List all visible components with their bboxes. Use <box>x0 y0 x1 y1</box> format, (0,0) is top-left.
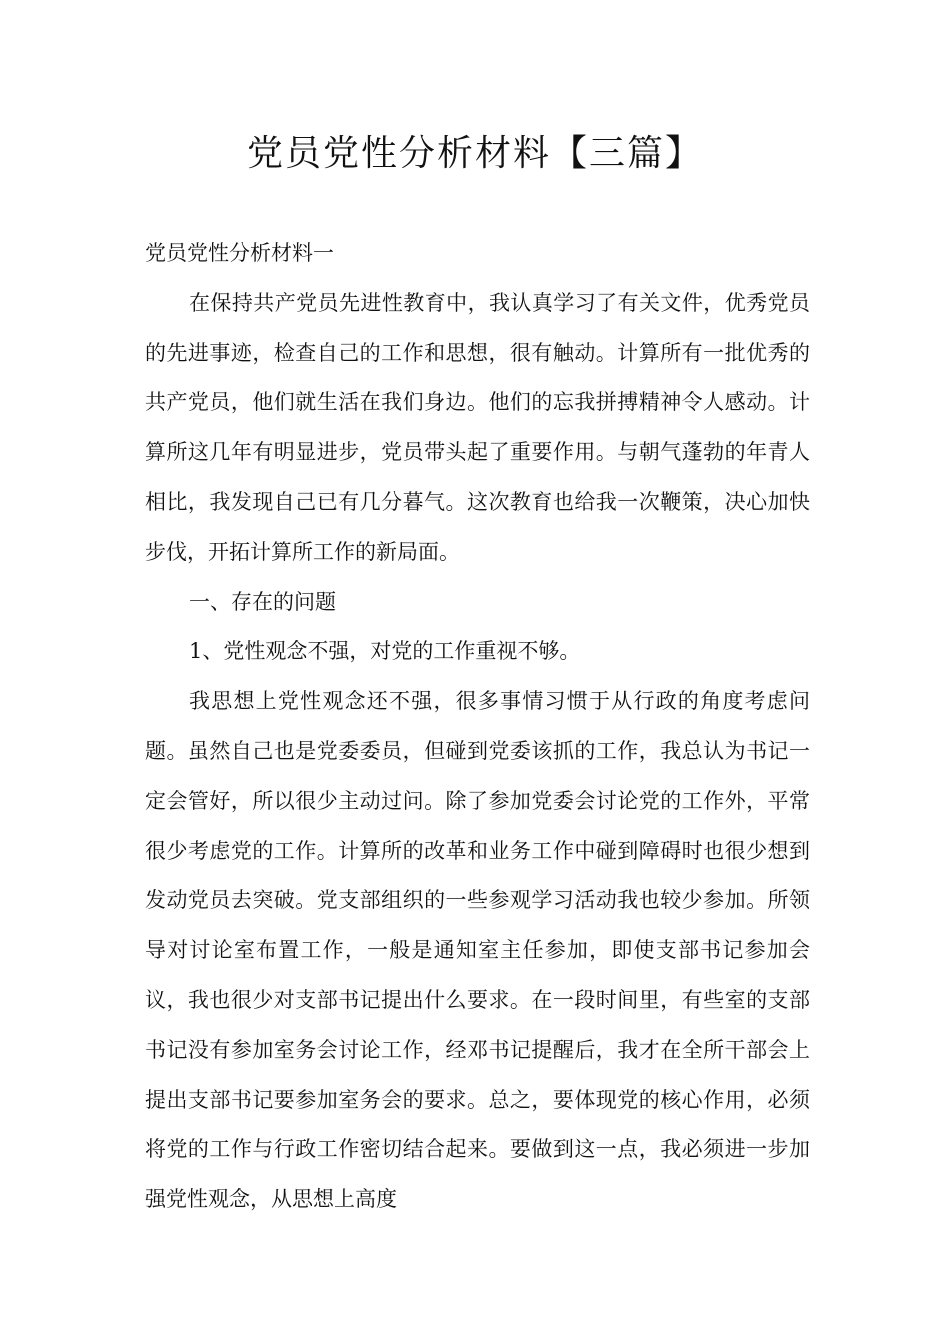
subsection-heading: 1、党性观念不强，对党的工作重视不够。 <box>189 639 581 664</box>
section-subtitle: 党员党性分析材料一 <box>145 241 334 265</box>
section-heading: 一、存在的问题 <box>189 589 336 614</box>
intro-paragraph: 在保持共产党员先进性教育中，我认真学习了有关文件，优秀党员的先进事迹，检查自己的工作和思想，很有触动。计算所有一批优秀的共产党员，他们就生活在我们身边。他们的忘我拼搏精神令人感动。计算所这几年有明显进步，党员带头起了重要作用。与朝气蓬勃的年青人相比，我发现自己已有几分暮气。这次教育也给我一次鞭策，决心加快步伐，开拓计算所工作的新局面。 <box>145 290 810 564</box>
document-title: 党员党性分析材料【三篇】 <box>246 133 703 174</box>
body-paragraph: 我思想上党性观念还不强，很多事情习惯于从行政的角度考虑问题。虽然自己也是党委委员，但碰到党委该抓的工作，我总认为书记一定会管好，所以很少主动过问。除了参加党委会讨论党的工作外，平常很少考虑党的工作。计算所的改革和业务工作中碰到障碍时也很少想到发动党员去突破。党支部组织的一些参观学习活动我也较少参加。所领导对讨论室布置工作，一般是通知室主任参加，即使支部书记参加会议，我也很少对支部书记提出什么要求。在一段时间里，有些室的支部书记没有参加室务会讨论工作，经邓书记提醒后，我才在全所干部会上提出支部书记要参加室务会的要求。总之，要体现党的核心作用，必须将党的工作与行政工作密切结合起来。要做到这一点，我必须进一步加强党性观念，从思想上高度 <box>145 689 810 1212</box>
document-body <box>145 229 810 1225</box>
